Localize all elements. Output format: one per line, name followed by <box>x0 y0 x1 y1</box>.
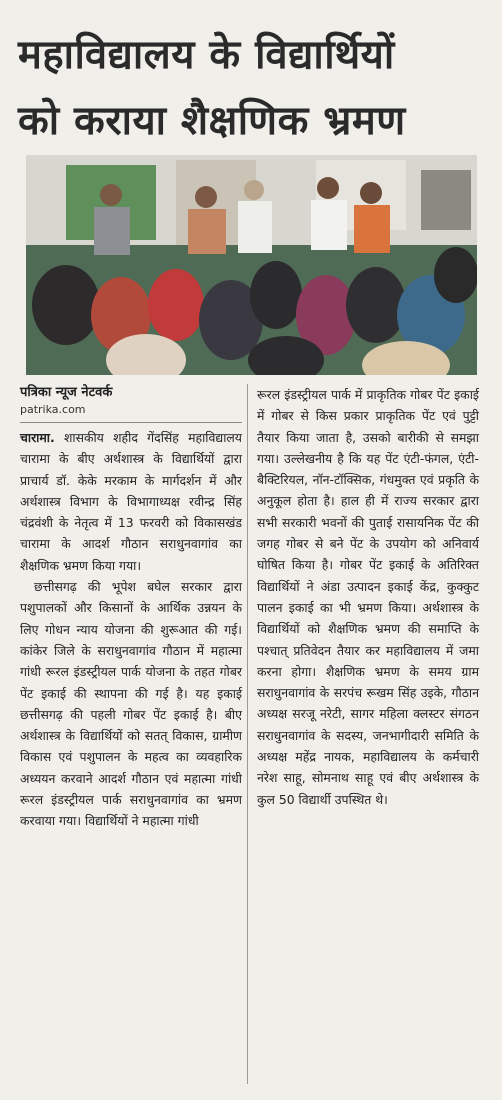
headline-line-1: महाविद्यालय के विद्यार्थियों <box>18 32 395 78</box>
article-column-left <box>20 384 242 832</box>
column-divider <box>247 384 248 1084</box>
dateline: चारामा. <box>20 430 55 445</box>
byline-divider <box>20 422 242 423</box>
byline-name: पत्रिका न्यूज नेटवर्क <box>20 385 113 400</box>
headline <box>18 22 488 154</box>
paragraph-2: छत्तीसगढ़ की भूपेश बघेल सरकार द्वारा पशुपालकों और किसानों के आर्थिक उन्नयन के लिए गोधन न्याय योजना की शुरूआत की गई। कांकेर जिले के सराधुनवागांव गौठान में महात्मा गांधी रूरल इंडस्ट्रीयल पार्क योजना के तहत गोबर पेंट इकाई की स्थापना की गई है। यह इकाई छत्तीसगढ़ की पहली गोबर पेंट इकाई है। बीए अर्थशास्त्र के विद्यार्थियों को सतत् विकास, ग्रामीण विकास एवं पशुपालन के महत्व का व्यवहारिक अध्ययन करवाने आदर्श गौठान एवं महात्मा गांधी रूरल इंडस्ट्रीयल पार्क सराधुनवागांव का भ्रमण करवाया गया। विद्यार्थियों ने महात्मा गांधी <box>20 579 242 829</box>
paragraph-3: रूरल इंडस्ट्रीयल पार्क में प्राकृतिक गोबर पेंट इकाई में गोबर से किस प्रकार प्राकृतिक पेंट एवं पुट्टी तैयार किया जाता है, उसको बारीकी से समझा गया। उल्लेखनीय है कि यह पेंट एंटी-फंगल, एंटी-बैक्टिरियल, नॉन-टॉक्सिक, गंधमुक्त एवं प्रकृति के अनुकूल होता है। हाल ही में राज्य सरकार द्वारा सभी सरकारी भवनों की पुताई रासायनिक पेंट की जगह गोबर से बने पेंट के उपयोग को अनिवार्य घोषित किया है। गोबर पेंट इकाई के अतिरिक्त विद्यार्थियों ने अंडा उत्पादन इकाई केंद्र, कुक्कुट पालन इकाई का भी भ्रमण किया। अर्थशास्त्र के विद्यार्थियों को शैक्षणिक भ्रमण की समाप्ति के पश्चात्‌ प्रतिवेदन तैयार कर महाविद्यालय में जमा करना होगा। शैक्षणिक भ्रमण के समय ग्राम सराधुनवागांव के सरपंच रूखम सिंह उइके, गौठान अध्यक्ष सरजू नरेटी, सागर महिला क्लस्टर संगठन सराधुनवागांव के सदस्य, जनभागीदारी समिति के अध्यक्ष महेंद्र नायक, महाविद्यालय के कर्मचारी नरेश साहू, सोमनाथ साहू एवं बीए अर्थशास्त्र के कुल 50 विद्यार्थी उपस्थित थे। <box>257 387 479 807</box>
paragraph-1 <box>20 427 242 576</box>
byline-site: patrika.com <box>20 403 86 416</box>
paragraph-1-text: शासकीय शहीद गेंदसिंह महाविद्यालय चारामा के बीए अर्थशास्त्र के विद्यार्थियों द्वारा प्राचार्य डॉ. केके मरकाम के मार्गदर्शन में और अर्थशास्त्र विभाग के विभागाध्यक्ष रवीन्द्र सिंह चंद्रवंशी के नेतृत्व में 13 फरवरी को विकासखंड चारामा के आदर्श गौठान सराधुनवागांव का शैक्षणिक भ्रमण किया गया। <box>20 430 242 573</box>
news-photo <box>26 155 477 375</box>
article-column-right <box>257 384 479 810</box>
students-gathering-image <box>26 155 477 375</box>
headline-line-2: को कराया शैक्षणिक भ्रमण <box>18 98 406 144</box>
